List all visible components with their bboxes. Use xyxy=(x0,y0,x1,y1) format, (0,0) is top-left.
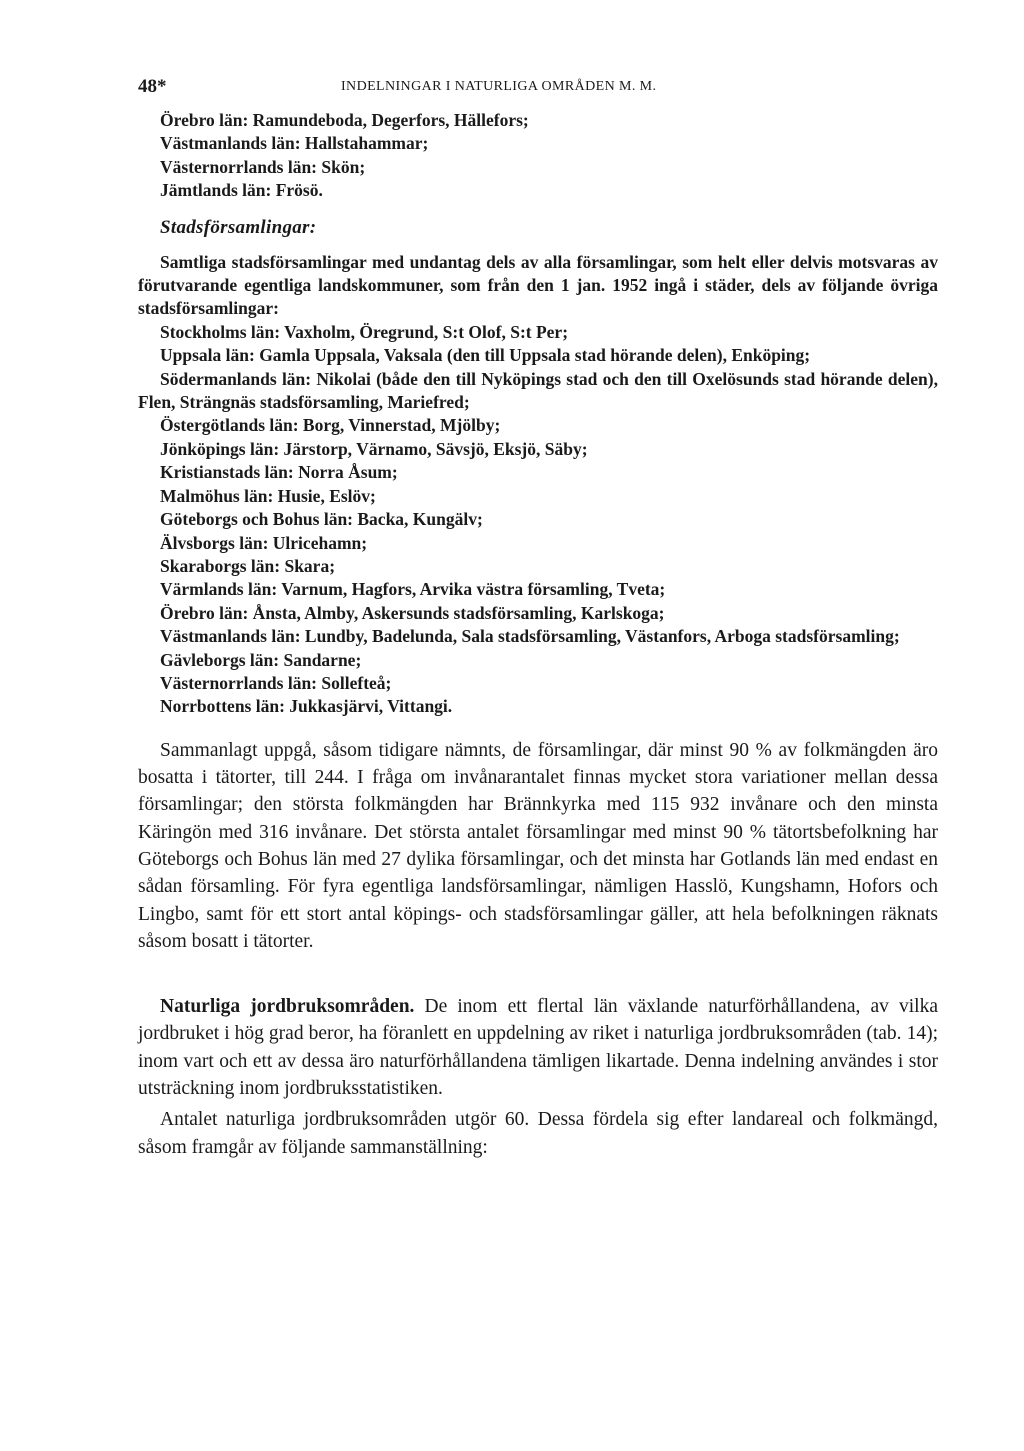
running-head: INDELNINGAR I NATURLIGA OMRÅDEN M. M. xyxy=(341,79,657,94)
summary-paragraph: Sammanlagt uppgå, såsom tidigare nämnts, de församlingar, där minst 90 % av folkmängden äro bosatta i tätorter, till 244. I fråga om invånarantalet finnas mycket stora variationer mellan dessa församlingar; den största folkmängden har Brännkyrka med 115 932 invånare och den minsta Käringön med 316 invånare. Det största antalet församlingar med minst 90 % tätortsbefolkning har Göteborgs och Bohus län med 27 dylika församlingar, och det minsta har Gotlands län med endast en sådan församling. För fyra egentliga landsförsamlingar, nämligen Hasslö, Kungshamn, Hofors och Lingbo, samt för ett stort antal köpings- och stadsförsamlingar gäller, att hela befolkningen räknats såsom bosatt i tätorter. xyxy=(138,739,938,952)
list-item: Västmanlands län: Hallstahammar; xyxy=(160,133,429,154)
jordbruk-section xyxy=(138,993,938,1161)
list-item: Gävleborgs län: Sandarne; xyxy=(160,649,362,670)
stad-list xyxy=(138,321,938,719)
list-item: Värmlands län: Varnum, Hagfors, Arvika västra församling, Tveta; xyxy=(160,579,666,600)
document-page xyxy=(138,76,938,1161)
list-item: Södermanlands län: Nikolai (både den till Nyköpings stad och den till Oxelösunds stad hörande delen), Flen, Strängnäs stadsförsamling, Mariefred; xyxy=(138,368,938,413)
list-item: Norrbottens län: Jukkasjärvi, Vittangi. xyxy=(160,696,453,717)
list-item: Malmöhus län: Husie, Eslöv; xyxy=(160,485,376,506)
list-item: Jönköpings län: Järstorp, Värnamo, Sävsjö, Eksjö, Säby; xyxy=(160,438,588,459)
section-paragraph-1 xyxy=(138,993,938,1102)
subheading: Stadsförsamlingar: xyxy=(160,216,317,238)
list-item: Jämtlands län: Frösö. xyxy=(160,180,323,201)
section-title: Naturliga jordbruksområden. xyxy=(160,996,415,1018)
list-item: Uppsala län: Gamla Uppsala, Vaksala (den till Uppsala stad hörande delen), Enköping; xyxy=(160,345,811,366)
list-item: Skaraborgs län: Skara; xyxy=(160,555,336,576)
list-item: Västernorrlands län: Sollefteå; xyxy=(160,672,392,693)
page-header xyxy=(138,76,938,106)
list-item: Kristianstads län: Norra Åsum; xyxy=(160,462,398,483)
lead-list xyxy=(138,109,938,203)
section-paragraph-2: Antalet naturliga jordbruksområden utgör 60. Dessa fördela sig efter landareal och folkmängd, såsom framgår av följande sammanställning: xyxy=(138,1109,938,1158)
list-item: Örebro län: Ånsta, Almby, Askersunds stadsförsamling, Karlskoga; xyxy=(160,602,665,623)
list-item: Västmanlands län: Lundby, Badelunda, Sala stadsförsamling, Västanfors, Arboga stadsförsamling; xyxy=(160,626,900,647)
list-item: Västernorrlands län: Skön; xyxy=(160,156,366,177)
list-item: Östergötlands län: Borg, Vinnerstad, Mjölby; xyxy=(160,415,501,436)
page-number: 48* xyxy=(138,76,167,97)
section-paragraph-1-text: De inom ett flertal län växlande naturförhållandena, av vilka jordbruket i hög grad beror, ha föranlett en uppdelning av riket i naturliga jordbruksområden (tab. 14); inom vart och ett av dessa äro naturförhållandena tämligen likartade. Denna indelning användes i stor utsträckning inom jordbruksstatistiken. xyxy=(138,996,938,1100)
summary-section xyxy=(138,737,938,955)
list-item: Örebro län: Ramundeboda, Degerfors, Hällefors; xyxy=(160,110,529,130)
intro-paragraph: Samtliga stadsförsamlingar med undantag dels av alla församlingar, som helt eller delvis motsvaras av förutvarande egentliga landskommuner, som från den 1 jan. 1952 ingå i städer, dels av följande övriga stadsförsamlingar: xyxy=(138,251,938,319)
list-item: Älvsborgs län: Ulricehamn; xyxy=(160,532,368,553)
list-item: Göteborgs och Bohus län: Backa, Kungälv; xyxy=(160,509,483,530)
list-item: Stockholms län: Vaxholm, Öregrund, S:t Olof, S:t Per; xyxy=(160,321,569,342)
